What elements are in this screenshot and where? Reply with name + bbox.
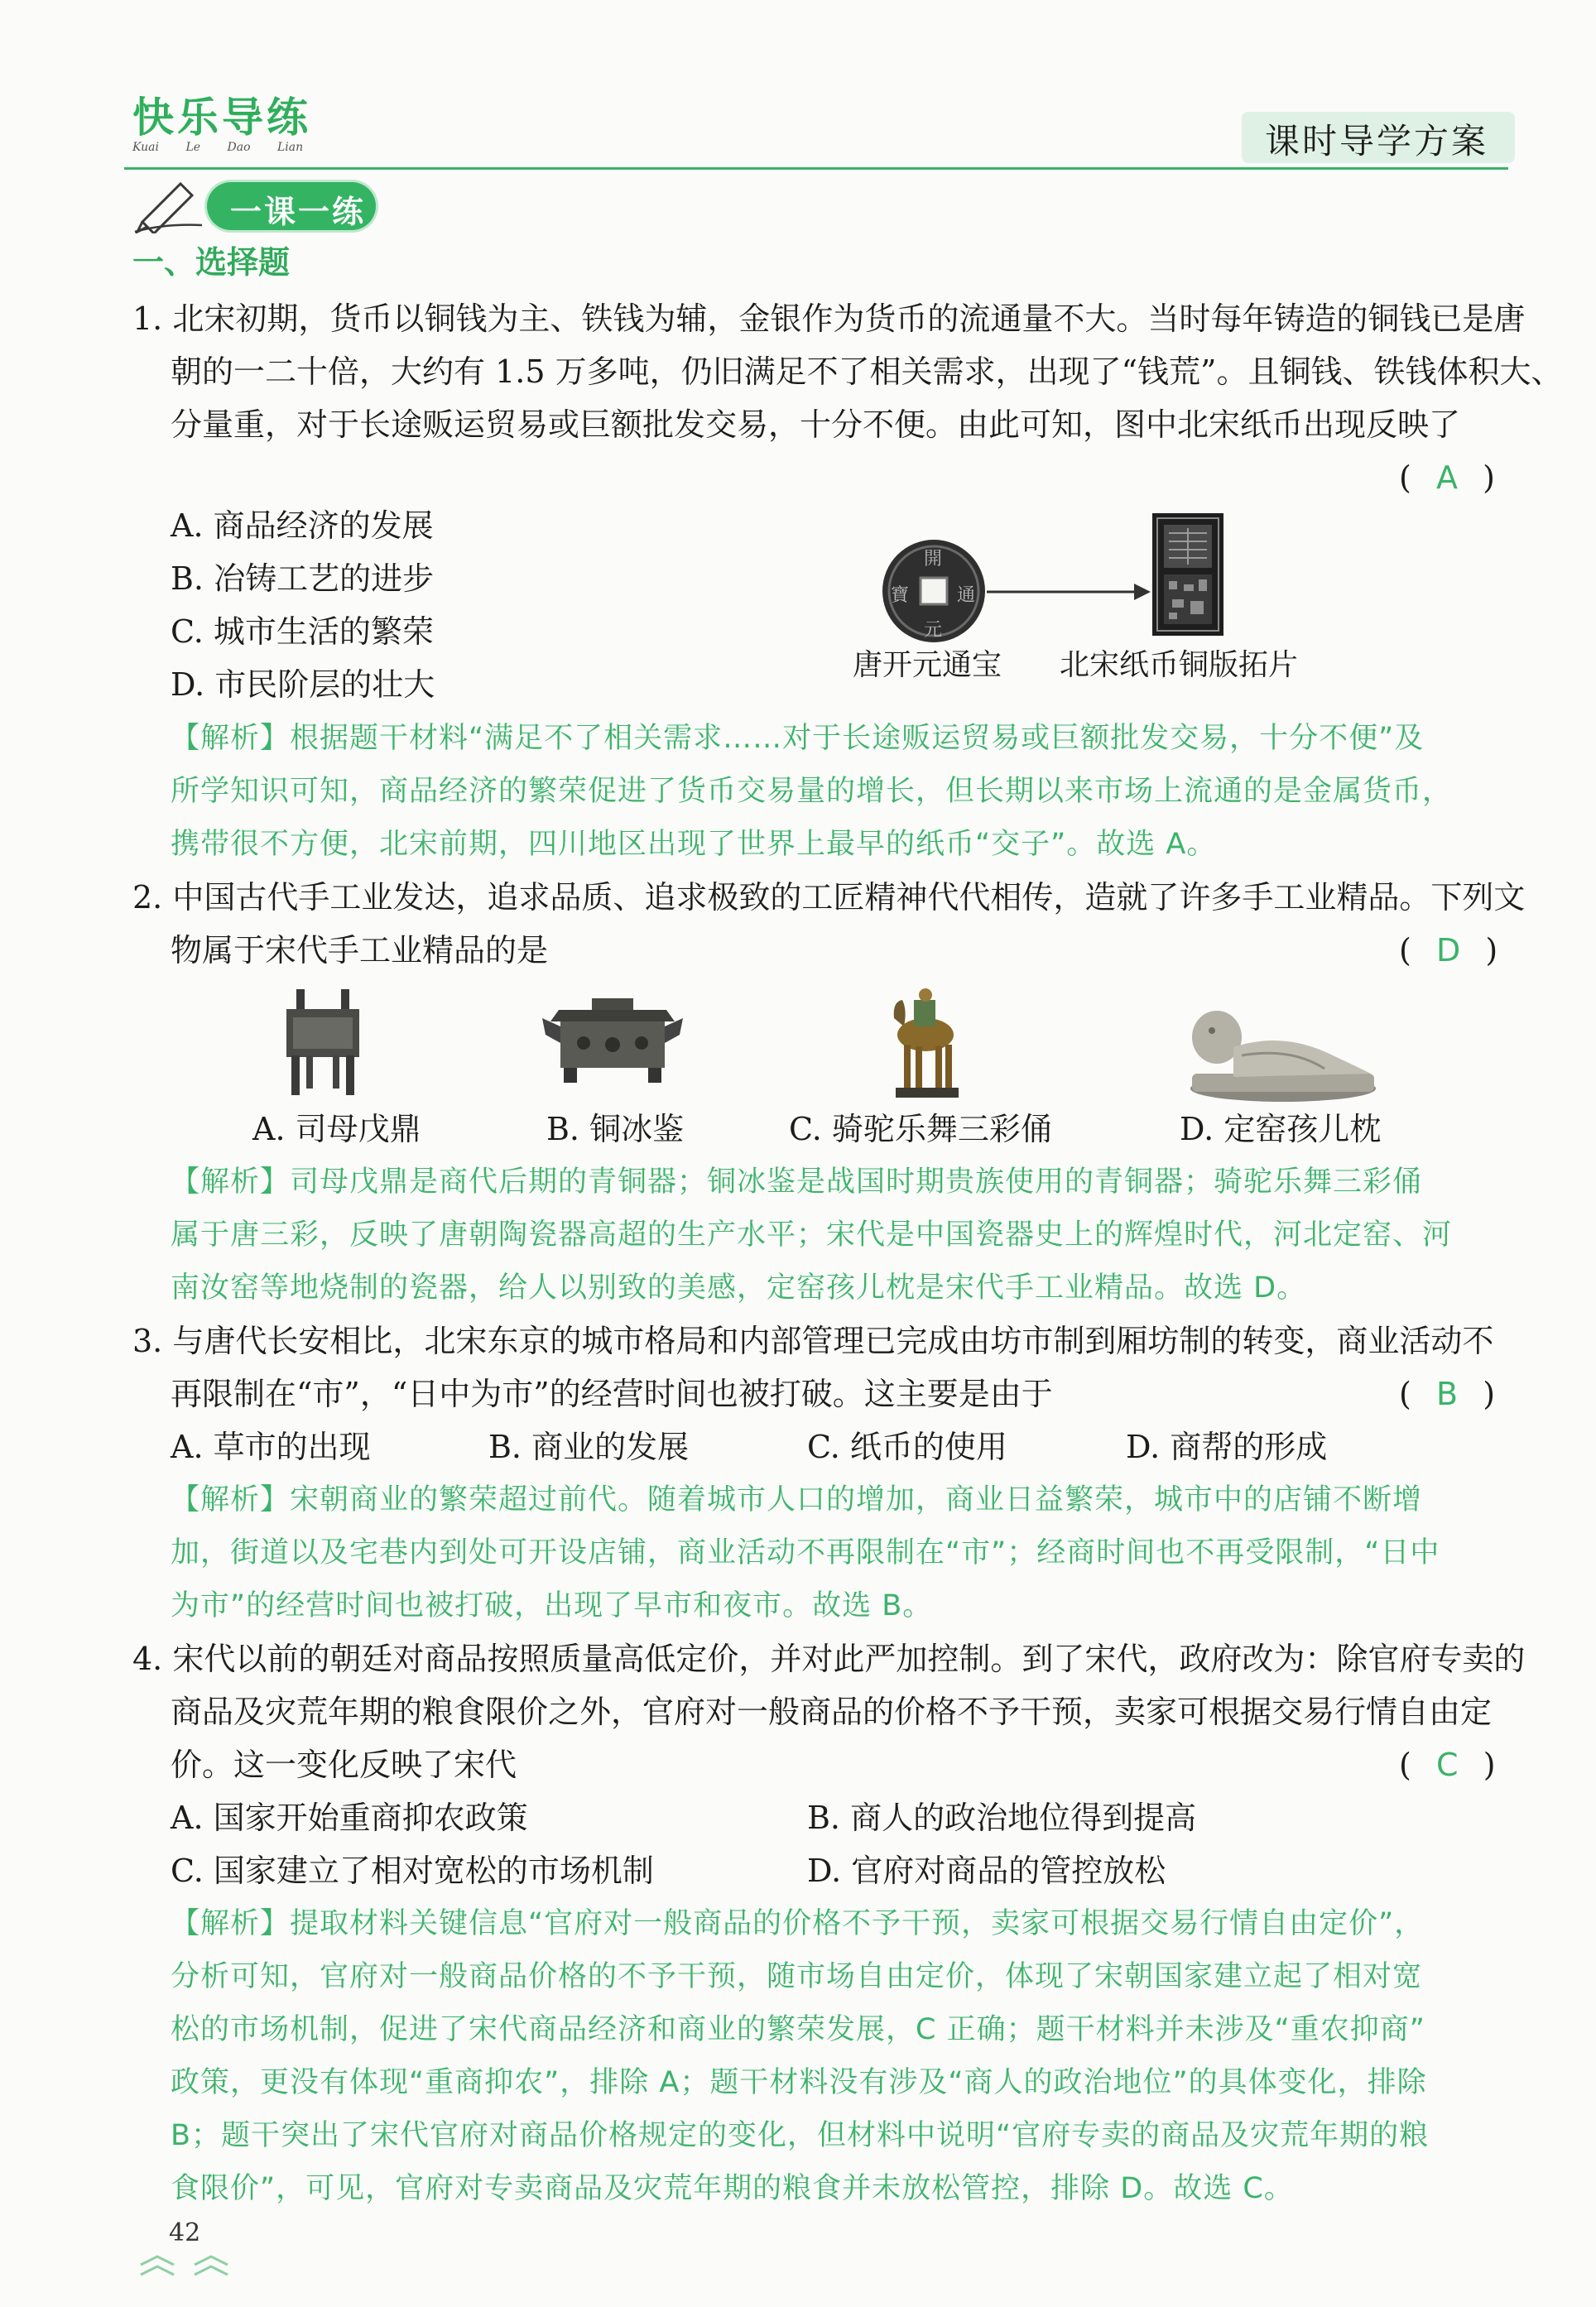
- option-d: D. 市民阶层的壮大: [171, 666, 435, 703]
- analysis-line: 食限价”，可见，官府对专卖商品及灾荒年期的粮食并未放松管控，排除 D。故选 C。: [171, 2172, 1294, 2205]
- analysis-line: 【解析】提取材料关键信息“官府对一般商品的价格不予干预，卖家可根据交易行情自由定价”，: [171, 1907, 1425, 1940]
- analysis-line: 加，街道以及宅巷内到处可开设店铺，商业活动不再限制在“市”；经商时间也不再受限制，“日中: [171, 1536, 1440, 1569]
- option-a: A. 司母戊鼎: [252, 1111, 421, 1147]
- answer-bracket: ( A ): [1399, 459, 1497, 496]
- analysis-line: 政策，更没有体现“重商抑农”，排除 A；题干材料没有涉及“商人的政治地位”的具体变化，排除: [171, 2066, 1427, 2099]
- option-c: C. 骑驼乐舞三彩俑: [789, 1111, 1052, 1147]
- option-d: D. 定窑孩儿枕: [1180, 1111, 1382, 1147]
- logo-text: 快乐导练: [132, 94, 311, 142]
- question-line: 2. 中国古代手工业发达，追求品质、追求极致的工匠精神代代相传，造就了许多手工业精品。下列文: [132, 879, 1526, 916]
- coin-char: 開: [924, 549, 943, 570]
- option-c: C. 纸币的使用: [807, 1429, 1007, 1465]
- child-pillow-image: [1184, 997, 1382, 1108]
- footer-chevron-icon: [137, 2253, 236, 2290]
- question-line: 朝的一二十倍，大约有 1.5 万多吨，仍旧满足不了相关需求，出现了“钱荒”。且铜钱、铁钱体积大、: [171, 353, 1563, 390]
- option-a: A. 草市的出现: [171, 1429, 371, 1465]
- coin-image: [881, 538, 987, 644]
- camel-figure-image: [877, 985, 969, 1108]
- option-d: D. 官府对商品的管控放松: [807, 1853, 1166, 1889]
- answer-bracket: ( D ): [1399, 932, 1500, 968]
- analysis-line: 携带很不方便，北宋前期，四川地区出现了世界上最早的纸币“交子”。故选 A。: [171, 828, 1217, 861]
- option-b: B. 商人的政治地位得到提高: [807, 1800, 1197, 1836]
- question-line: 3. 与唐代长安相比，北宋东京的城市格局和内部管理已完成由坊市制到厢坊制的转变，商业活动不: [132, 1323, 1494, 1359]
- option-b: B. 铜冰鉴: [546, 1111, 685, 1147]
- section-banner-text: 一课一练: [230, 194, 367, 230]
- analysis-line: 属于唐三彩，反映了唐朝陶瓷器高超的生产水平；宋代是中国瓷器史上的辉煌时代，河北定窑、河: [171, 1218, 1453, 1252]
- question-line: 物属于宋代手工业精品的是: [171, 932, 549, 968]
- question-line: 价。这一变化反映了宋代: [171, 1747, 517, 1783]
- answer-bracket: ( C ): [1399, 1747, 1497, 1783]
- analysis-line: 南汝窑等地烧制的瓷器，给人以别致的美感，定窑孩儿枕是宋代手工业精品。故选 D。: [171, 1271, 1307, 1305]
- coin-char: 通: [957, 585, 976, 606]
- option-a: A. 商品经济的发展: [171, 507, 434, 544]
- analysis-line: 【解析】根据题干材料“满足不了相关需求……对于长途贩运贸易或巨额批发交易，十分不便”及: [171, 722, 1425, 755]
- arrow-icon: [987, 579, 1152, 608]
- coin-char: 元: [924, 620, 943, 641]
- question-line: 4. 宋代以前的朝廷对商品按照质量高低定价，并对此严加控制。到了宋代，政府改为：除官府专卖的: [132, 1641, 1526, 1677]
- question-line: 再限制在“市”，“日中为市”的经营时间也被打破。这主要是由于: [171, 1376, 1053, 1412]
- question-line: 1. 北宋初期，货币以铜钱为主、铁钱为辅，金银作为货币的流通量不大。当时每年铸造的铜钱已是唐: [132, 300, 1526, 337]
- ice-vessel-image: [542, 993, 683, 1088]
- question-line: 商品及灾荒年期的粮食限价之外，官府对一般商品的价格不予干预，卖家可根据交易行情自由定: [171, 1694, 1493, 1730]
- pencil-icon: [131, 174, 205, 237]
- logo-pinyin: Kuai Le Dao Lian: [132, 141, 304, 154]
- header-logo: [132, 84, 311, 154]
- question-line: 分量重，对于长途贩运贸易或巨额批发交易，十分不便。由此可知，图中北宋纸币出现反映了: [171, 406, 1461, 443]
- answer-bracket: ( B ): [1399, 1376, 1497, 1412]
- coin-caption: 唐开元通宝: [853, 648, 1002, 682]
- option-a: A. 国家开始重商抑农政策: [171, 1800, 528, 1836]
- header-right-title-text: 课时导学方案: [1265, 121, 1489, 161]
- option-b: B. 商业的发展: [488, 1429, 690, 1465]
- section-heading: 一、选择题: [132, 244, 291, 281]
- option-c: C. 国家建立了相对宽松的市场机制: [171, 1853, 654, 1889]
- coin-char: 寶: [891, 585, 910, 606]
- header-rule: [124, 167, 1508, 170]
- page-number: 42: [169, 2218, 201, 2247]
- analysis-line: 所学知识可知，商品经济的繁荣促进了货币交易量的增长，但长期以来市场上流通的是金属货币，: [171, 775, 1453, 808]
- banknote-image: [1152, 513, 1223, 636]
- option-c: C. 城市生活的繁荣: [171, 613, 434, 650]
- analysis-line: 为市”的经营时间也被打破，出现了早市和夜市。故选 B。: [171, 1589, 933, 1622]
- analysis-line: B；题干突出了宋代官府对商品价格规定的变化，但材料中说明“官府专卖的商品及灾荒年期的粮: [171, 2119, 1430, 2152]
- banknote-caption: 北宋纸币铜版拓片: [1060, 648, 1299, 682]
- analysis-line: 【解析】司母戊鼎是商代后期的青铜器；铜冰鉴是战国时期贵族使用的青铜器；骑驼乐舞三彩俑: [171, 1166, 1423, 1199]
- ding-image: [281, 989, 364, 1100]
- option-d: D. 商帮的形成: [1126, 1429, 1328, 1465]
- analysis-line: 分析可知，官府对一般商品价格的不予干预，随市场自由定价，体现了宋朝国家建立起了相对宽: [171, 1960, 1423, 1993]
- option-b: B. 冶铸工艺的进步: [171, 560, 435, 597]
- analysis-line: 松的市场机制，促进了宋代商品经济和商业的繁荣发展，C 正确；题干材料并未涉及“重农抑商”: [171, 2013, 1425, 2046]
- analysis-line: 【解析】宋朝商业的繁荣超过前代。随着城市人口的增加，商业日益繁荣，城市中的店铺不断增: [171, 1483, 1423, 1516]
